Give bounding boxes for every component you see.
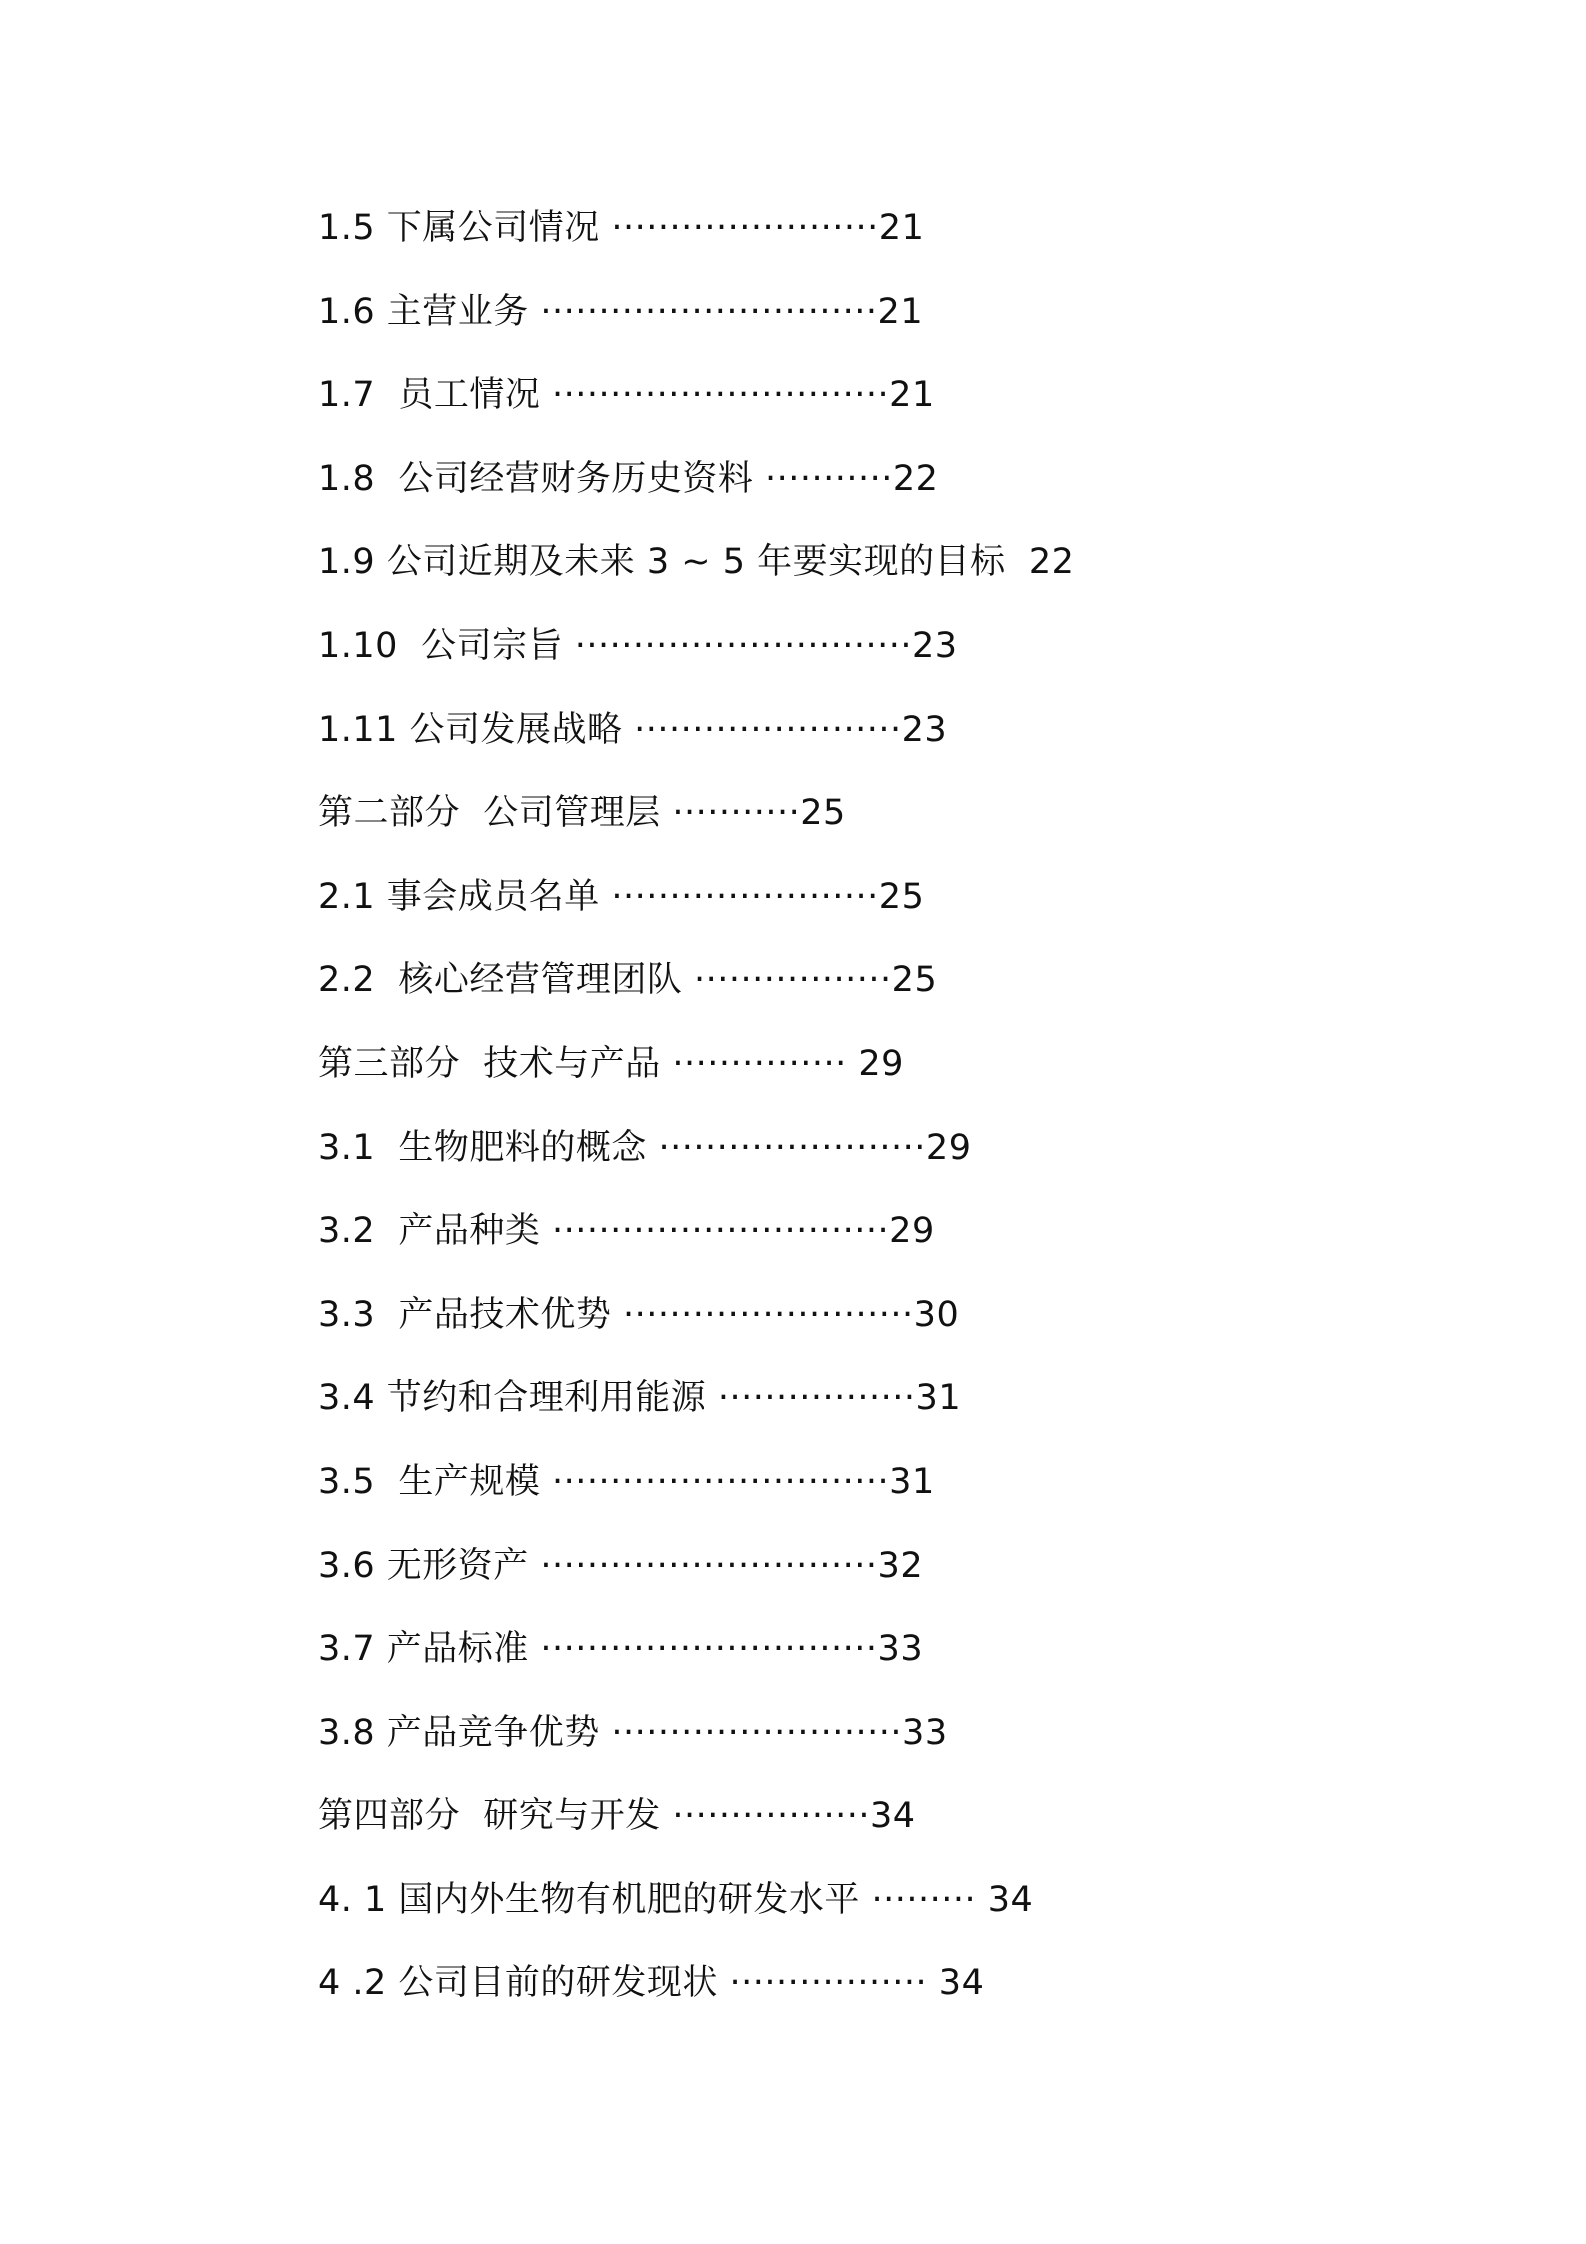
toc-entry-3-7[interactable]: 3.7 产品标准 ·····························33 — [318, 1629, 924, 1670]
toc-entry-3-6[interactable]: 3.6 无形资产 ·····························32 — [318, 1545, 924, 1586]
toc-entry-3-1[interactable]: 3.1 生物肥料的概念 ·······················29 — [318, 1127, 972, 1168]
toc-entry-3-8[interactable]: 3.8 产品竞争优势 ·························33 — [318, 1712, 948, 1753]
toc-entry-part-3[interactable]: 第三部分 技术与产品 ··············· 29 — [318, 1043, 904, 1084]
toc-entry-1-10[interactable]: 1.10 公司宗旨 ·····························23 — [318, 625, 958, 666]
toc-entry-4-1[interactable]: 4. 1 国内外生物有机肥的研发水平 ········· 34 — [318, 1879, 1034, 1920]
toc-entry-1-8[interactable]: 1.8 公司经营财务历史资料 ···········22 — [318, 458, 939, 499]
toc-entry-part-4[interactable]: 第四部分 研究与开发 ·················34 — [318, 1796, 916, 1837]
toc-entry-3-5[interactable]: 3.5 生产规模 ·····························31 — [318, 1461, 935, 1502]
toc-entry-3-2[interactable]: 3.2 产品种类 ·····························29 — [318, 1211, 935, 1252]
toc-entry-1-6[interactable]: 1.6 主营业务 ·····························21 — [318, 291, 924, 332]
toc-entry-4-2[interactable]: 4 .2 公司目前的研发现状 ················· 34 — [318, 1963, 985, 2004]
toc-entry-2-2[interactable]: 2.2 核心经营管理团队 ·················25 — [318, 960, 938, 1001]
toc-entry-part-2[interactable]: 第二部分 公司管理层 ···········25 — [318, 793, 846, 834]
toc-entry-1-9[interactable]: 1.9 公司近期及未来 3 ~ 5 年要实现的目标 22 — [318, 542, 1075, 583]
table-of-contents — [318, 200, 1318, 2039]
toc-entry-1-11[interactable]: 1.11 公司发展战略 ·······················23 — [318, 709, 948, 750]
toc-entry-2-1[interactable]: 2.1 事会成员名单 ·······················25 — [318, 876, 925, 917]
toc-entry-3-4[interactable]: 3.4 节约和合理利用能源 ·················31 — [318, 1378, 962, 1419]
toc-entry-3-3[interactable]: 3.3 产品技术优势 ·························30 — [318, 1294, 960, 1335]
toc-entry-1-5[interactable]: 1.5 下属公司情况 ·······················21 — [318, 208, 925, 248]
toc-entry-1-7[interactable]: 1.7 员工情况 ·····························21 — [318, 375, 935, 416]
